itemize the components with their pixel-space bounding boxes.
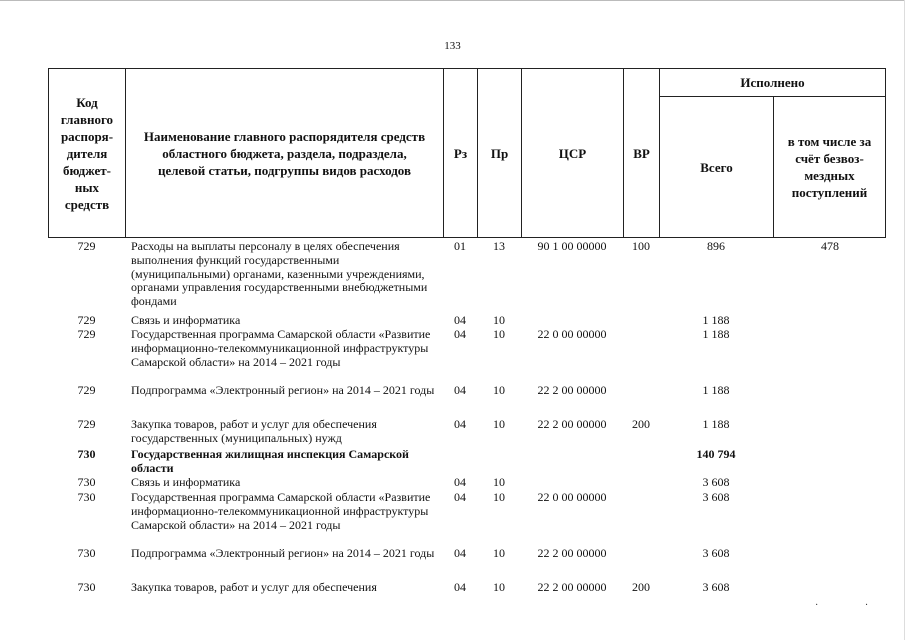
cell-name: Закупка товаров, работ и услуг для обеспечения государственных (муниципальных) нужд (131, 417, 377, 445)
cell-total: 140 794 (696, 447, 736, 461)
cell-code: 730 (77, 447, 96, 461)
cell-code: 730 (77, 490, 96, 504)
cell-rz: 04 (454, 546, 466, 560)
cell-rz: 01 (454, 239, 466, 253)
header-free: в том числе за счёт безвоз-мездных поступлений (773, 96, 886, 238)
header-name: Наименование главного распорядителя средств областного бюджета, раздела, подраздела, целевой статьи, подгруппы видов расходов (125, 68, 444, 238)
cell-rz: 04 (454, 580, 466, 594)
cell-pr: 10 (493, 383, 505, 397)
cell-vr: 200 (632, 417, 650, 431)
cell-total: 3 608 (702, 490, 730, 504)
cell-total: 1 188 (702, 313, 730, 327)
cell-code: 730 (77, 546, 96, 560)
cell-csr: 22 0 00 00000 (537, 327, 607, 341)
cell-total: 1 188 (702, 417, 730, 431)
cell-code: 730 (77, 580, 96, 594)
cell-name: Расходы на выплаты персоналу в целях обеспечения выполнения функций государственными (муниципальными) органами, казенными учреждениями, органами управления государственными внебюджетными фондами (131, 239, 428, 309)
cell-code: 729 (77, 383, 96, 397)
cell-code: 729 (77, 327, 96, 341)
cell-name: Связь и информатика (131, 475, 241, 489)
cell-name: Связь и информатика (131, 313, 241, 327)
cell-total: 896 (707, 239, 725, 253)
cell-total: 3 608 (702, 546, 730, 560)
cell-name: Подпрограмма «Электронный регион» на 2014 – 2021 годы (131, 383, 435, 397)
cell-name: Государственная жилищная инспекция Самарской области (131, 447, 409, 475)
cell-csr: 22 2 00 00000 (537, 417, 607, 431)
cell-vr: 200 (632, 580, 650, 594)
cell-rz: 04 (454, 417, 466, 431)
cell-code: 730 (77, 475, 96, 489)
cell-total: 1 188 (702, 383, 730, 397)
header-pr: Пр (477, 68, 522, 238)
cell-name: Подпрограмма «Электронный регион» на 2014 – 2021 годы (131, 546, 435, 560)
page-number: 133 (444, 40, 461, 52)
cell-vr: 100 (632, 239, 650, 253)
cell-code: 729 (77, 239, 96, 253)
cell-name: Закупка товаров, работ и услуг для обеспечения (131, 580, 377, 594)
cell-total: 3 608 (702, 580, 730, 594)
cell-pr: 10 (493, 546, 505, 560)
header-total: Всего (659, 96, 774, 238)
cell-pr: 10 (493, 475, 505, 489)
cell-rz: 04 (454, 327, 466, 341)
cell-rz: 04 (454, 490, 466, 504)
cell-pr: 13 (493, 239, 505, 253)
header-rz: Рз (443, 68, 478, 238)
cell-csr: 22 2 00 00000 (537, 383, 607, 397)
cell-code: 729 (77, 417, 96, 431)
cell-rz: 04 (454, 475, 466, 489)
table-header (48, 68, 886, 238)
cell-csr: 22 0 00 00000 (537, 490, 607, 504)
cell-name: Государственная программа Самарской области «Развитие информационно-телекоммуникационной инфраструктуры Самарской области» на 2014 – 2021 годы (131, 490, 431, 532)
cell-free: 478 (821, 239, 839, 253)
cell-pr: 10 (493, 417, 505, 431)
cell-pr: 10 (493, 490, 505, 504)
cell-csr: 90 1 00 00000 (537, 239, 607, 253)
cell-code: 729 (77, 313, 96, 327)
cell-pr: 10 (493, 580, 505, 594)
header-csr: ЦСР (521, 68, 624, 238)
cell-rz: 04 (454, 313, 466, 327)
cell-csr: 22 2 00 00000 (537, 546, 607, 560)
page-top-edge (0, 0, 905, 6)
cell-csr: 22 2 00 00000 (537, 580, 607, 594)
cell-total: 1 188 (702, 327, 730, 341)
cell-pr: 10 (493, 327, 505, 341)
header-code: Код главного распоря-дителя бюджет-ных средств (48, 68, 126, 238)
cell-pr: 10 (493, 313, 505, 327)
cell-total: 3 608 (702, 475, 730, 489)
header-vr: ВР (623, 68, 660, 238)
scan-marks: · · (815, 600, 891, 611)
cell-name: Государственная программа Самарской области «Развитие информационно-телекоммуникационной инфраструктуры Самарской области» на 2014 – 2021 годы (131, 327, 431, 369)
cell-rz: 04 (454, 383, 466, 397)
header-executed: Исполнено (659, 68, 886, 97)
